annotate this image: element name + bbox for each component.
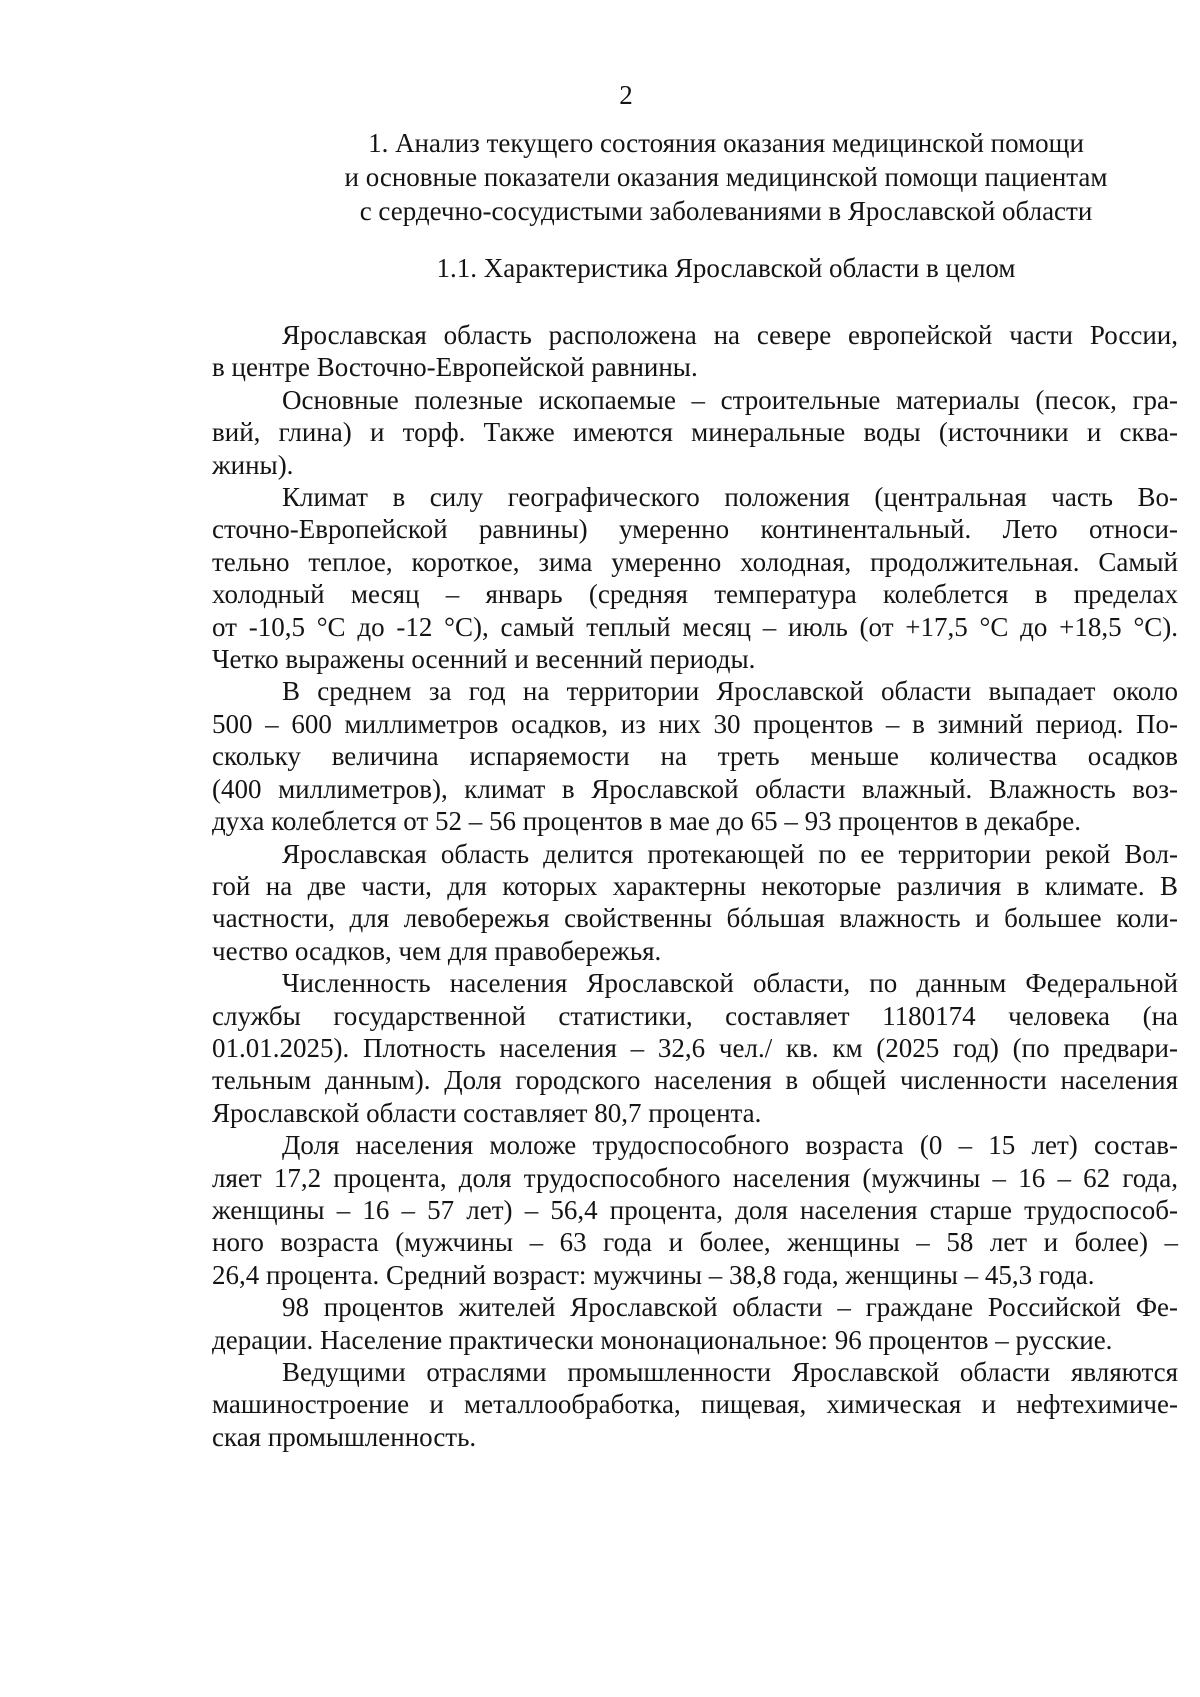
heading-line: с сердечно-сосудистыми заболеваниями в Ярославской области (359, 196, 1093, 226)
text-line: 500 – 600 миллиметров осадков, из них 30 процентов – в зимний период. По- (212, 708, 1178, 739)
text-line: в центре Восточно-Европейской равнины. (212, 352, 698, 383)
paragraph (212, 319, 1178, 384)
paragraph (212, 1356, 1178, 1453)
paragraph (212, 1129, 1178, 1291)
document-body (212, 319, 1178, 1453)
text-line: чество осадков, чем для правобережья. (212, 935, 662, 966)
text-line: Климат в силу географического положения (центральная часть Во- (282, 482, 1178, 513)
text-line: В среднем за год на территории Ярославской области выпадает около (282, 676, 1178, 707)
text-line: Четко выражены осенний и весенний периоды. (212, 644, 756, 675)
text-line: Ведущими отраслями промышленности Ярославской области являются (282, 1357, 1178, 1387)
paragraph (212, 967, 1178, 1129)
paragraph (212, 1291, 1178, 1356)
heading-line: и основные показатели оказания медицинской помощи пациентам (344, 162, 1108, 192)
text-line: 26,4 процента. Средний возраст: мужчины – 38,8 года, женщины – 45,3 года. (212, 1259, 1095, 1290)
text-line: Ярославская область делится протекающей по ее территории рекой Вол- (282, 838, 1178, 869)
text-line: Основные полезные ископаемые – строительные материалы (песок, гра- (282, 384, 1178, 415)
text-line: гой на две части, для которых характерны некоторые различия в климате. В (212, 870, 1178, 901)
paragraph (212, 675, 1178, 837)
text-line: вий, глина) и торф. Также имеются минеральные воды (источники и сква- (212, 417, 1178, 448)
paragraph (212, 384, 1178, 481)
text-line: Ярославская область расположена на севере европейской части России, (282, 320, 1178, 350)
section-heading (200, 126, 1200, 228)
text-line: Численность населения Ярославской области, по данным Федеральной (282, 968, 1178, 999)
text-line: 01.01.2025). Плотность населения – 32,6 чел./ кв. км (2025 год) (по предвари- (212, 1032, 1178, 1063)
text-line: ская промышленность. (212, 1421, 477, 1452)
text-line: Ярославской области составляет 80,7 процента. (212, 1097, 762, 1128)
text-line: (400 миллиметров), климат в Ярославской области влажный. Влажность воз- (212, 773, 1178, 804)
text-line: тельным данным). Доля городского населения в общей численности населения (212, 1065, 1178, 1096)
text-line: женщины – 16 – 57 лет) – 56,4 процента, доля населения старше трудоспособ- (212, 1194, 1178, 1225)
text-line: частности, для левобережья свойственны бóльшая влажность и большее коли- (212, 903, 1178, 934)
text-line: ляет 17,2 процента, доля трудоспособного населения (мужчины – 16 – 62 года, (212, 1162, 1178, 1193)
subsection-heading: 1.1. Характеристика Ярославской области в целом (436, 253, 1016, 283)
text-line: службы государственной статистики, составляет 1180174 человека (на (212, 1000, 1178, 1031)
text-line: ного возраста (мужчины – 63 года и более, женщины – 58 лет и более) – (212, 1227, 1178, 1258)
text-line: 98 процентов жителей Ярославской области – граждане Российской Фе- (282, 1292, 1178, 1323)
paragraph (212, 481, 1178, 675)
text-line: дерации. Население практически мононациональное: 96 процентов – русские. (212, 1324, 1113, 1355)
text-line: скольку величина испаряемости на треть меньше количества осадков (212, 741, 1178, 772)
heading-line: 1. Анализ текущего состояния оказания медицинской помощи (368, 128, 1084, 158)
text-line: духа колеблется от 52 – 56 процентов в мае до 65 – 93 процентов в декабре. (212, 806, 1081, 837)
text-line: Доля населения моложе трудоспособного возраста (0 – 15 лет) состав- (282, 1130, 1178, 1161)
page-number: 2 (619, 80, 633, 110)
text-line: от -10,5 °С до -12 °С), самый теплый месяц – июль (от +17,5 °С до +18,5 °С). (212, 611, 1178, 642)
text-line: жины). (212, 449, 294, 480)
text-line: тельно теплое, короткое, зима умеренно холодная, продолжительная. Самый (212, 546, 1178, 577)
paragraph (212, 838, 1178, 968)
text-line: машиностроение и металлообработка, пищевая, химическая и нефтехимиче- (212, 1389, 1178, 1420)
text-line: холодный месяц – январь (средняя температура колеблется в пределах (212, 579, 1178, 610)
text-line: сточно-Европейской равнины) умеренно континентальный. Лето относи- (212, 514, 1178, 545)
